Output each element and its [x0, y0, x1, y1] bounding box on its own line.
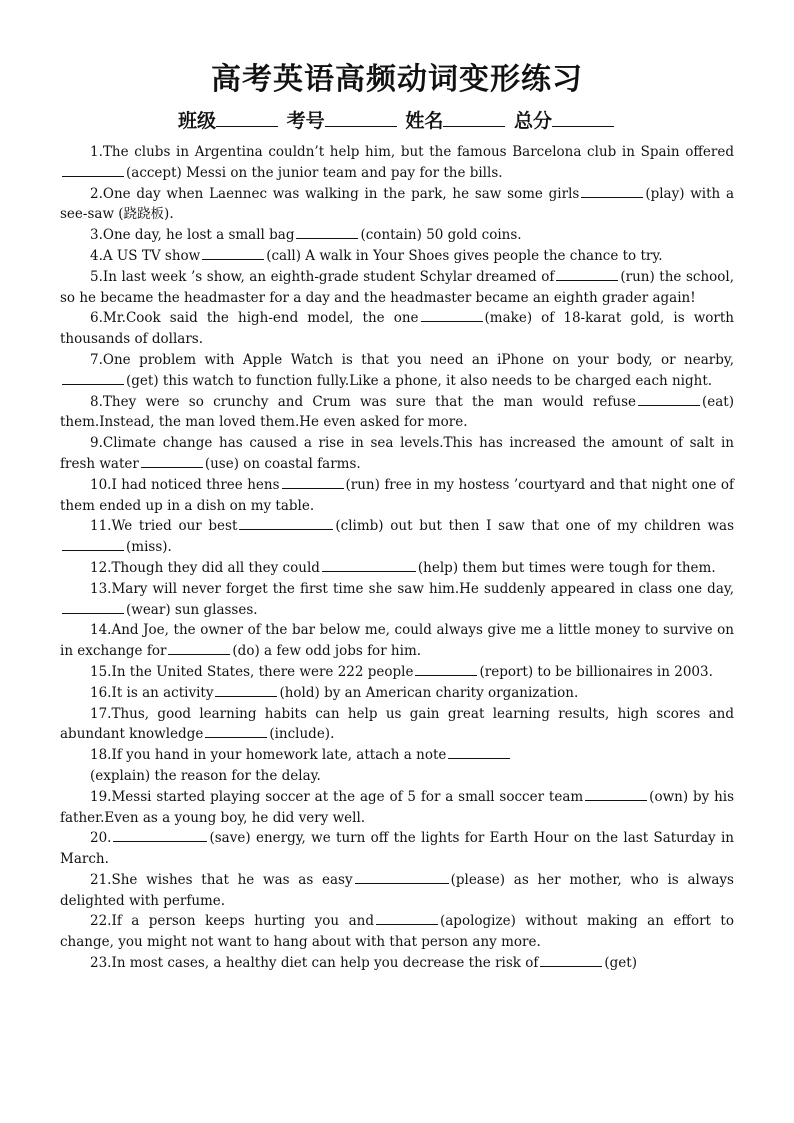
class-field[interactable]	[216, 108, 278, 127]
question-text-rest: free in my hostess ’courtyard and that night one of them ended up in a dish on my table.	[60, 476, 734, 514]
question-item	[60, 142, 734, 184]
question-number: 23.	[90, 955, 112, 972]
question-number: 21.	[90, 871, 112, 888]
verb-hint: (get)	[126, 372, 159, 389]
question-text: Thus, good learning habits can help us gain great learning results, high scores and abundant knowledge	[60, 705, 734, 743]
question-text-rest: by an American charity organization.	[324, 684, 579, 701]
question-text-rest: 50 gold coins.	[426, 227, 522, 244]
question-number: 4.	[90, 247, 103, 264]
question-text: I had noticed three hens	[111, 476, 280, 493]
question-number: 16.	[90, 684, 112, 701]
verb-hint: (own)	[649, 788, 689, 805]
question-item	[60, 662, 734, 683]
question-number: 12.	[90, 559, 112, 576]
question-text-rest: as her mother, who is always delighted with perfume.	[60, 871, 734, 909]
score-field[interactable]	[552, 108, 614, 127]
question-number: 6.	[90, 310, 103, 327]
question-text-rest: of 18-karat gold, is worth thousands of dollars.	[60, 310, 734, 348]
answer-blank[interactable]	[62, 538, 124, 551]
page-title: 高考英语高频动词变形练习	[211, 62, 583, 97]
verb-hint: (call)	[266, 247, 301, 264]
question-text-rest: with a see-saw (跷跷板).	[60, 185, 734, 223]
question-number: 8.	[90, 393, 103, 410]
question-number: 13.	[90, 580, 112, 597]
answer-blank[interactable]	[296, 226, 358, 239]
question-text: In most cases, a healthy diet can help you decrease the risk of	[111, 955, 539, 972]
question-text: Though they did all they could	[111, 559, 320, 576]
verb-hint: (get)	[604, 955, 637, 972]
answer-blank[interactable]	[540, 954, 602, 967]
question-item	[60, 683, 734, 704]
question-text: If you hand in your homework late, attach a note	[111, 747, 447, 764]
question-number: 10.	[90, 476, 112, 493]
answer-blank[interactable]	[205, 725, 267, 738]
answer-blank[interactable]	[585, 788, 647, 801]
answer-blank[interactable]	[239, 517, 333, 530]
question-item	[60, 911, 734, 953]
question-text: Mr.Cook said the high-end model, the one	[102, 310, 419, 327]
question-text: One problem with Apple Watch is that you need an iPhone on your body, or nearby,	[102, 351, 734, 368]
question-number: 14.	[90, 622, 112, 639]
question-number: 1.	[90, 144, 103, 160]
answer-blank[interactable]	[355, 871, 449, 884]
question-item	[60, 350, 734, 392]
question-text-rest: to be billionaires in 2003.	[537, 663, 713, 680]
verb-hint: (accept)	[126, 164, 182, 181]
answer-blank[interactable]	[421, 309, 483, 322]
answer-blank[interactable]	[62, 372, 124, 385]
answer-blank[interactable]	[168, 642, 230, 655]
score-label: 总分	[513, 110, 552, 132]
question-number: 22.	[90, 913, 112, 930]
question-text: It is an activity	[111, 684, 214, 701]
verb-hint: (eat)	[702, 393, 734, 410]
answer-blank[interactable]	[322, 559, 416, 572]
question-text: One day when Laennec was walking in the park, he saw some girls	[102, 185, 580, 202]
question-item	[60, 225, 734, 246]
answer-blank[interactable]	[376, 912, 438, 925]
question-item	[60, 433, 734, 475]
answer-blank[interactable]	[448, 746, 510, 759]
question-item	[60, 516, 734, 558]
verb-hint: (run)	[620, 268, 655, 285]
question-number: 3.	[90, 227, 103, 244]
question-number: 18.	[90, 747, 112, 764]
answer-blank[interactable]	[62, 601, 124, 614]
question-text: If a person keeps hurting you and	[111, 913, 374, 930]
question-text: A US TV show	[102, 247, 201, 264]
worksheet-page	[60, 58, 734, 974]
question-text: Messi started playing soccer at the age of 5 for a small soccer team	[111, 788, 584, 805]
question-item	[60, 558, 734, 579]
verb-hint: (do)	[232, 643, 260, 660]
question-text-rest: on coastal farms.	[243, 455, 361, 472]
student-info-line	[60, 106, 734, 136]
class-label: 班级	[178, 110, 217, 132]
question-text-rest: the school, so he became the headmaster for a day and the headmaster became an eighth grader again!	[60, 268, 735, 306]
question-item	[60, 246, 734, 267]
question-item	[60, 828, 734, 870]
question-number: 2.	[90, 185, 103, 202]
verb-hint: (help)	[417, 559, 459, 576]
question-text: Climate change has caused a rise in sea levels.This has increased the amount of salt in fresh water	[60, 435, 734, 472]
verb-hint: (contain)	[360, 227, 422, 244]
name-field[interactable]	[443, 108, 505, 127]
answer-blank[interactable]	[62, 164, 124, 177]
question-item	[60, 787, 734, 829]
question-item	[60, 308, 734, 350]
verb-hint: (apologize)	[439, 913, 516, 930]
verb-hint: (include).	[269, 726, 335, 743]
question-text-rest: a few odd jobs for him.	[264, 643, 422, 660]
verb-hint: (report)	[479, 663, 534, 680]
verb-hint: (play)	[645, 185, 685, 202]
question-item	[60, 579, 734, 621]
question-text: And Joe, the owner of the bar below me, could always give me a little money to survive on in exchange for	[60, 622, 734, 660]
question-item	[60, 184, 734, 226]
question-item	[60, 953, 734, 974]
question-text: One day, he lost a small bag	[102, 227, 295, 244]
answer-blank[interactable]	[215, 684, 277, 697]
question-number: 7.	[90, 351, 103, 368]
question-item	[60, 870, 734, 912]
question-list	[60, 142, 734, 974]
verb-hint: (run)	[345, 476, 380, 493]
question-number: 20.	[90, 830, 112, 847]
question-text: In last week ’s show, an eighth-grade student Schylar dreamed of	[102, 268, 555, 285]
answer-blank[interactable]	[113, 829, 207, 842]
answer-blank[interactable]	[638, 393, 700, 406]
question-number: 15.	[90, 663, 112, 680]
question-item	[60, 745, 734, 766]
question-item	[60, 704, 734, 746]
question-text: We tried our best	[111, 518, 238, 535]
answer-blank[interactable]	[556, 268, 618, 281]
verb-hint: (climb)	[335, 518, 384, 535]
answer-blank[interactable]	[202, 247, 264, 260]
question-text: She wishes that he was as easy	[111, 871, 353, 888]
question-number: 17.	[90, 705, 112, 722]
question-text-rest: them but times were tough for them.	[462, 559, 716, 576]
question-text-rest: energy, we turn off the lights for Earth Hour on the last Saturday in March.	[60, 830, 734, 868]
question-text-rest: sun glasses.	[174, 601, 258, 618]
answer-blank[interactable]	[581, 185, 643, 198]
exam-number-label: 考号	[286, 110, 325, 132]
verb-hint: (please)	[450, 871, 506, 888]
verb-hint: (wear)	[126, 601, 171, 618]
question-item	[60, 475, 734, 517]
question-text-rest: Messi on the junior team and pay for the bills.	[186, 164, 503, 181]
question-text-rest: A walk in Your Shoes gives people the chance to try.	[305, 247, 663, 264]
question-text: Mary will never forget the first time she saw him.He suddenly appeared in class one day,	[111, 580, 734, 597]
answer-blank[interactable]	[141, 455, 203, 468]
verb-hint: (miss).	[126, 539, 172, 556]
question-item	[60, 392, 734, 434]
question-continuation: (explain) the reason for the delay.	[90, 767, 321, 784]
verb-hint: (use)	[204, 455, 239, 472]
question-number: 11.	[90, 518, 112, 535]
answer-blank[interactable]	[415, 663, 477, 676]
exam-number-field[interactable]	[325, 108, 397, 127]
verb-hint: (save)	[209, 830, 251, 847]
verb-hint: (hold)	[279, 684, 320, 701]
question-number: 19.	[90, 788, 112, 805]
question-text-rest: this watch to function fully.Like a phone, it also needs to be charged each night.	[162, 372, 713, 389]
question-text: They were so crunchy and Crum was sure that the man would refuse	[102, 393, 636, 410]
question-number: 5.	[90, 268, 103, 285]
question-text: In the United States, there were 222 people	[111, 663, 414, 680]
question-text-rest: by his father.Even as a young boy, he did very well.	[60, 788, 735, 826]
question-item	[60, 267, 734, 309]
name-label: 姓名	[405, 110, 444, 132]
verb-hint: (make)	[484, 310, 533, 327]
question-text-rest: them.Instead, the man loved them.He even asked for more.	[60, 414, 468, 431]
question-text-rest: out but then I saw that one of my children was	[390, 518, 734, 535]
question-text-rest: without making an effort to change, you might not want to hang about with that person any more.	[60, 913, 734, 951]
question-item	[60, 620, 734, 662]
answer-blank[interactable]	[282, 476, 344, 489]
question-number: 9.	[90, 435, 103, 452]
question-text: The clubs in Argentina couldn’t help him, but the famous Barcelona club in Spain offered	[102, 144, 734, 160]
